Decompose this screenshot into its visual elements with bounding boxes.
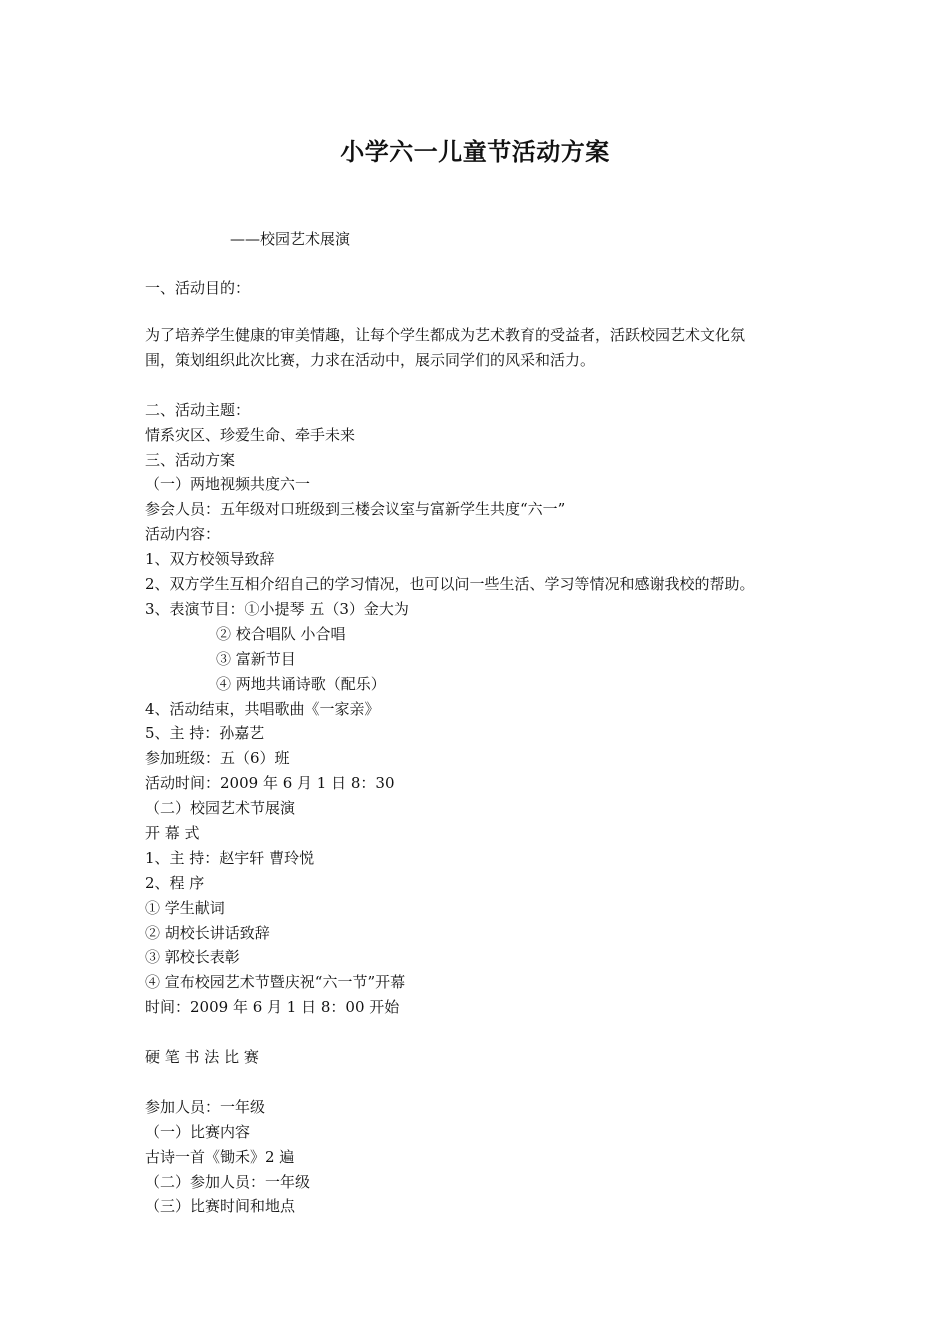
section-heading: 二、活动主题： [145, 401, 251, 419]
program-item: ② 校合唱队 小合唱 [216, 625, 346, 643]
subsection-heading: （三）比赛时间和地点 [145, 1197, 296, 1215]
paragraph-line: 参加人员：一年级 [145, 1098, 266, 1116]
section-heading: 一、活动目的： [145, 279, 251, 297]
subsection-heading: （二）参加人员：一年级 [145, 1173, 311, 1191]
list-item: ④ 宣布校园艺术节暨庆祝“六一节”开幕 [145, 973, 406, 991]
document-title: 小学六一儿童节活动方案 [340, 137, 610, 166]
list-item: 2、双方学生互相介绍自己的学习情况，也可以问一些生活、学习等情况和感谢我校的帮助。 [145, 575, 755, 593]
subsection-heading: （一）两地视频共度六一 [145, 475, 311, 493]
subsection-heading: （二）校园艺术节展演 [145, 799, 296, 817]
list-item: ③ 郭校长表彰 [145, 948, 240, 966]
paragraph-line: 参会人员：五年级对口班级到三楼会议室与富新学生共度“六一” [145, 500, 566, 518]
paragraph-line: 活动内容： [145, 525, 221, 543]
paragraph-line: 围，策划组织此次比赛，力求在活动中，展示同学们的风采和活力。 [145, 351, 596, 369]
subsection-heading: 硬 笔 书 法 比 赛 [145, 1048, 259, 1066]
program-item: ③ 富新节目 [216, 650, 296, 668]
subsection-heading: （一）比赛内容 [145, 1123, 251, 1141]
program-item: ④ 两地共诵诗歌（配乐） [216, 675, 386, 693]
paragraph-line: 情系灾区、珍爱生命、牵手未来 [145, 426, 356, 444]
paragraph-line: 活动时间：2009 年 6 月 1 日 8：30 [145, 774, 395, 792]
list-item: ① 学生献词 [145, 899, 225, 917]
subsection-heading: 开 幕 式 [145, 824, 200, 842]
paragraph-line: 为了培养学生健康的审美情趣，让每个学生都成为艺术教育的受益者，活跃校园艺术文化氛 [145, 326, 746, 344]
list-item: 4、活动结束，共唱歌曲《一家亲》 [145, 700, 380, 718]
section-heading: 三、活动方案 [145, 451, 236, 469]
list-item: ② 胡校长讲话致辞 [145, 924, 270, 942]
list-item: 5、主 持：孙嘉艺 [145, 724, 265, 742]
paragraph-line: 古诗一首《锄禾》2 遍 [145, 1148, 295, 1166]
list-item: 3、表演节目：①小提琴 五（3）金大为 [145, 600, 409, 618]
paragraph-line: 参加班级：五（6）班 [145, 749, 290, 767]
paragraph-line: 时间：2009 年 6 月 1 日 8：00 开始 [145, 998, 400, 1016]
list-item: 2、程 序 [145, 874, 205, 892]
document-subtitle: ——校园艺术展演 [230, 230, 351, 248]
list-item: 1、双方校领导致辞 [145, 550, 275, 568]
list-item: 1、主 持：赵宇轩 曹玲悦 [145, 849, 315, 867]
